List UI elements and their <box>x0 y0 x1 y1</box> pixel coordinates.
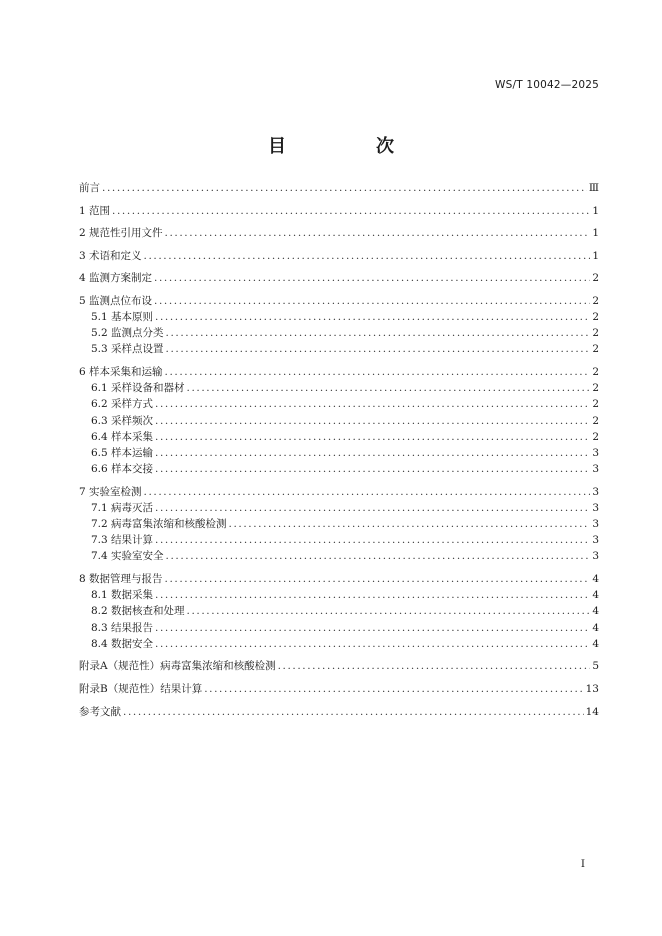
dot-leader <box>166 325 591 341</box>
toc-entry-page: 1 <box>592 204 599 217</box>
toc-entry[interactable] <box>79 364 599 380</box>
toc-entry[interactable] <box>79 445 599 461</box>
toc-entry[interactable] <box>79 571 599 587</box>
toc-entry-label: 7.3 结果计算 <box>91 534 154 547</box>
toc-entry-page: 3 <box>592 550 599 563</box>
dot-leader <box>187 603 591 619</box>
toc-entry-label: 5 监测点位布设 <box>79 294 153 307</box>
toc-entry[interactable] <box>79 203 599 219</box>
toc-entry[interactable] <box>79 516 599 532</box>
dot-leader <box>144 484 591 500</box>
toc-entry-page: 2 <box>592 366 599 379</box>
dot-leader <box>166 341 591 357</box>
dot-leader <box>165 571 591 587</box>
dot-leader <box>155 461 590 477</box>
toc-entry[interactable] <box>79 587 599 603</box>
toc-entry[interactable] <box>79 532 599 548</box>
toc-entry[interactable] <box>79 248 599 264</box>
toc-entry-label: 1 范围 <box>79 204 111 217</box>
toc-entry-page: 2 <box>592 294 599 307</box>
dot-leader <box>165 225 591 241</box>
toc-entry-page: 3 <box>592 446 599 459</box>
document-code: WS/T 10042—2025 <box>495 79 599 91</box>
toc-entry-page: 2 <box>592 382 599 395</box>
toc-entry-label: 5.1 基本原则 <box>91 311 154 324</box>
toc-entry-label: 8.4 数据安全 <box>91 637 154 650</box>
toc-entry[interactable] <box>79 429 599 445</box>
toc-entry[interactable] <box>79 413 599 429</box>
toc-entry-page: 3 <box>592 534 599 547</box>
toc-entry-label: 前言 <box>79 182 100 194</box>
toc-entry-label: 8.3 结果报告 <box>91 621 154 634</box>
dot-leader <box>229 516 591 532</box>
dot-leader <box>155 636 590 652</box>
toc-entry-label: 6.5 样本运输 <box>91 446 154 459</box>
toc-entry-label: 附录B（规范性）结果计算 <box>79 682 203 695</box>
toc-entry-page: 5 <box>592 660 599 673</box>
dot-leader <box>155 587 590 603</box>
dot-leader <box>155 413 590 429</box>
toc-entry-label: 6.1 采样设备和器材 <box>91 382 185 395</box>
toc-entry-page: 2 <box>592 327 599 340</box>
dot-leader <box>144 248 591 264</box>
dot-leader <box>154 293 590 309</box>
dot-leader <box>187 380 591 396</box>
toc-entry-label: 5.3 采样点设置 <box>91 343 164 356</box>
dot-leader <box>204 681 583 697</box>
toc-entry-label: 8 数据管理与报告 <box>79 573 163 586</box>
toc-entry[interactable] <box>79 636 599 652</box>
toc-entry-page: 2 <box>592 398 599 411</box>
toc-entry-label: 7.4 实验室安全 <box>91 550 164 563</box>
toc-entry[interactable] <box>79 309 599 325</box>
dot-leader <box>155 396 590 412</box>
toc-entry-label: 7 实验室检测 <box>79 485 142 498</box>
toc-entry-page: 3 <box>592 518 599 531</box>
toc-entry[interactable] <box>79 603 599 619</box>
toc-entry[interactable] <box>79 325 599 341</box>
page-title: 目 次 <box>268 136 430 157</box>
toc-entry-page: 2 <box>592 430 599 443</box>
toc-entry-page: Ⅲ <box>588 182 599 194</box>
toc-entry-label: 参考文献 <box>79 705 121 718</box>
table-of-contents <box>79 180 599 720</box>
toc-entry[interactable] <box>79 396 599 412</box>
toc-entry-label: 6.2 采样方式 <box>91 398 154 411</box>
toc-entry[interactable] <box>79 225 599 241</box>
toc-entry-page: 2 <box>592 272 599 285</box>
toc-entry-page: 4 <box>592 637 599 650</box>
toc-entry-page: 2 <box>592 414 599 427</box>
toc-entry-label: 6 样本采集和运输 <box>79 366 163 379</box>
toc-entry-page: 2 <box>592 343 599 356</box>
toc-entry[interactable] <box>79 620 599 636</box>
dot-leader <box>155 620 590 636</box>
toc-entry-page: 3 <box>592 485 599 498</box>
dot-leader <box>278 658 591 674</box>
toc-entry-page: 4 <box>592 605 599 618</box>
toc-entry-page: 3 <box>592 463 599 476</box>
dot-leader <box>102 180 587 196</box>
toc-entry[interactable] <box>79 704 599 720</box>
dot-leader <box>155 445 590 461</box>
toc-entry-page: 4 <box>592 589 599 602</box>
toc-entry[interactable] <box>79 270 599 286</box>
toc-entry[interactable] <box>79 484 599 500</box>
dot-leader <box>155 309 590 325</box>
toc-entry-page: 4 <box>592 621 599 634</box>
toc-entry-label: 2 规范性引用文件 <box>79 227 163 240</box>
toc-entry[interactable] <box>79 380 599 396</box>
toc-entry[interactable] <box>79 293 599 309</box>
dot-leader <box>154 270 590 286</box>
page-number: I <box>580 858 585 870</box>
toc-entry-page: 1 <box>592 227 599 240</box>
toc-entry-label: 3 术语和定义 <box>79 249 142 262</box>
toc-entry[interactable] <box>79 658 599 674</box>
toc-entry-label: 6.6 样本交接 <box>91 463 154 476</box>
toc-entry-label: 4 监测方案制定 <box>79 272 153 285</box>
toc-entry[interactable] <box>79 341 599 357</box>
toc-entry[interactable] <box>79 548 599 564</box>
dot-leader <box>166 548 591 564</box>
dot-leader <box>165 364 591 380</box>
toc-entry[interactable] <box>79 681 599 697</box>
toc-entry[interactable] <box>79 500 599 516</box>
toc-entry-label: 5.2 监测点分类 <box>91 327 164 340</box>
toc-entry-label: 8.2 数据核查和处理 <box>91 605 185 618</box>
dot-leader <box>123 704 584 720</box>
dot-leader <box>155 429 590 445</box>
dot-leader <box>112 203 590 219</box>
toc-entry-page: 3 <box>592 501 599 514</box>
toc-entry[interactable] <box>79 180 599 196</box>
dot-leader <box>155 500 590 516</box>
toc-entry-page: 13 <box>585 682 599 695</box>
toc-entry-label: 7.2 病毒富集浓缩和核酸检测 <box>91 518 227 531</box>
toc-entry-page: 2 <box>592 311 599 324</box>
toc-entry-label: 6.4 样本采集 <box>91 430 154 443</box>
dot-leader <box>155 532 590 548</box>
toc-entry-label: 6.3 采样频次 <box>91 414 154 427</box>
toc-entry-label: 附录A（规范性）病毒富集浓缩和核酸检测 <box>79 660 276 673</box>
toc-entry[interactable] <box>79 461 599 477</box>
toc-entry-page: 4 <box>592 573 599 586</box>
toc-entry-label: 7.1 病毒灭活 <box>91 501 154 514</box>
toc-entry-label: 8.1 数据采集 <box>91 589 154 602</box>
toc-entry-page: 1 <box>592 249 599 262</box>
toc-entry-page: 14 <box>585 705 599 718</box>
